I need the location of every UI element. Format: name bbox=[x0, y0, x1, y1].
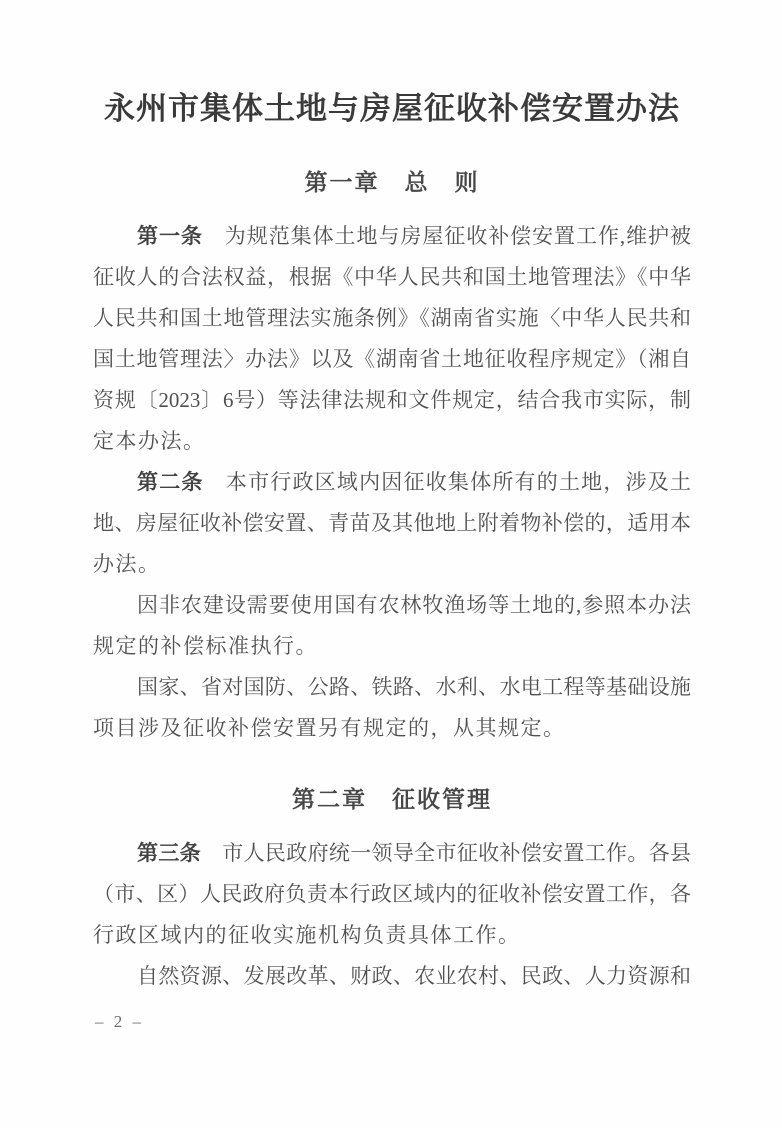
body-line: （市、区）人民政府负责本行政区域内的征收补偿安置工作，各 bbox=[93, 882, 691, 906]
body-line: 项目涉及征收补偿安置另有规定的，从其规定。 bbox=[93, 716, 566, 740]
body-line: 国家、省对国防、公路、铁路、水利、水电工程等基础设施 bbox=[137, 675, 691, 699]
body-line: 资规〔2023〕6号）等法律法规和文件规定，结合我市实际，制 bbox=[93, 388, 691, 412]
document-title: 永州市集体土地与房屋征收补偿安置办法 bbox=[104, 91, 680, 126]
body-line: 自然资源、发展改革、财政、农业农村、民政、人力资源和 bbox=[137, 964, 691, 988]
document-content bbox=[93, 0, 691, 997]
body-line: 行政区域内的征收实施机构负责具体工作。 bbox=[93, 923, 521, 947]
body-line: 因非农建设需要使用国有农林牧渔场等土地的,参照本办法 bbox=[137, 593, 691, 617]
body-line: 国土地管理法〉办法》以及《湖南省土地征收程序规定》（湘自 bbox=[93, 347, 691, 371]
article-number: 第三条 bbox=[137, 841, 201, 865]
body-line: 办法。 bbox=[93, 552, 161, 576]
body-line: 定本办法。 bbox=[93, 429, 206, 453]
document-body bbox=[93, 168, 691, 997]
body-line: 人民共和国土地管理法实施条例》《湖南省实施〈中华人民共和 bbox=[93, 306, 691, 330]
article-number: 第一条 bbox=[137, 224, 203, 248]
body-line: 第一条 为规范集体土地与房屋征收补偿安置工作,维护被 bbox=[137, 224, 691, 248]
body-line: 规定的补偿标准执行。 bbox=[93, 634, 318, 658]
page-number: – 2 – bbox=[95, 1012, 144, 1031]
article-number: 第二条 bbox=[137, 470, 204, 494]
chapter-heading: 第二章 征收管理 bbox=[292, 787, 492, 812]
body-line: 第三条 市人民政府统一领导全市征收补偿安置工作。各县 bbox=[137, 841, 691, 865]
body-line: 征收人的合法权益，根据《中华人民共和国土地管理法》《中华 bbox=[93, 265, 691, 289]
chapter-heading: 第一章 总 则 bbox=[304, 170, 480, 195]
body-line: 地、房屋征收补偿安置、青苗及其他地上附着物补偿的，适用本 bbox=[93, 511, 691, 535]
body-line: 第二条 本市行政区域内因征收集体所有的土地，涉及土 bbox=[137, 470, 691, 494]
